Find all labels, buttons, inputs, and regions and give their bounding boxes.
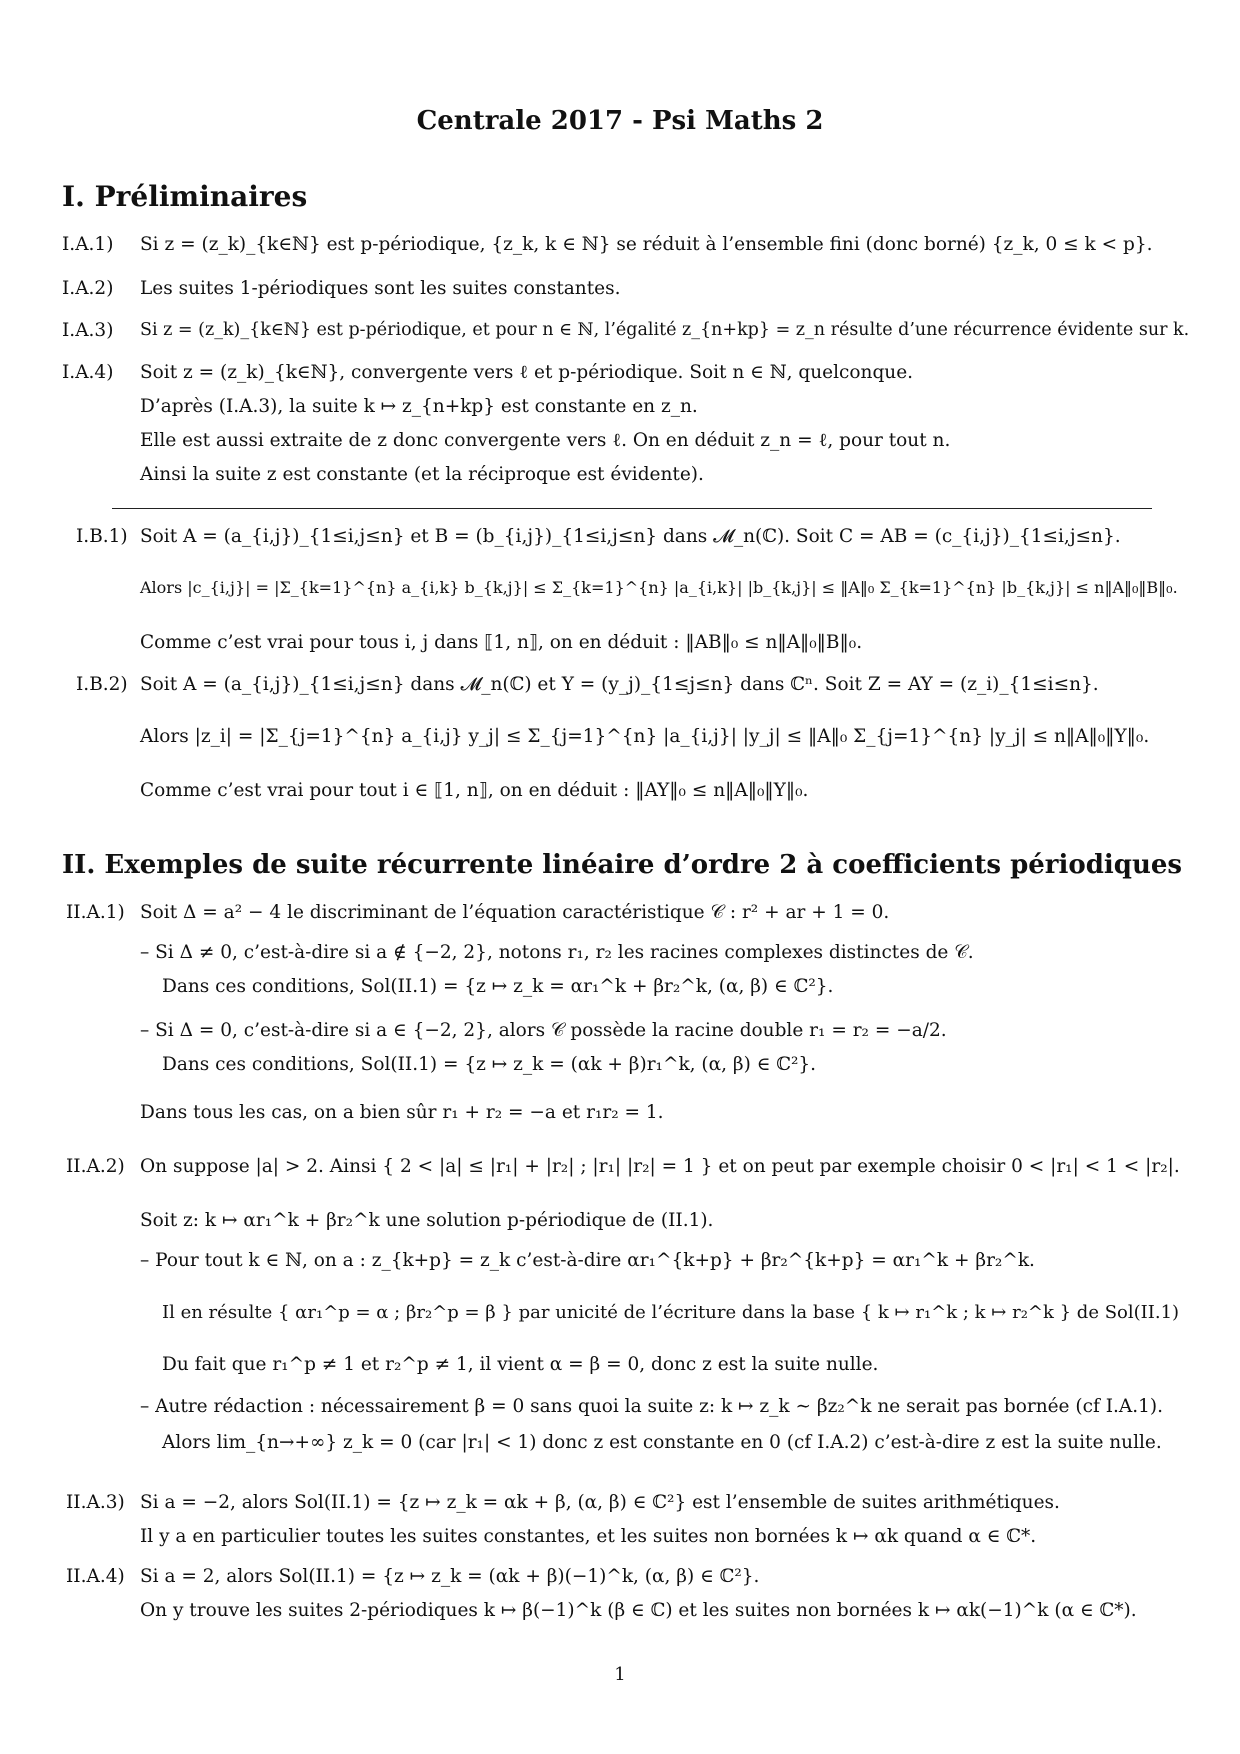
item-label: II.A.3) — [66, 1492, 125, 1513]
formula-line: Alors |c_{i,j}| = |Σ_{k=1}^{n} a_{i,k} b_{k,j}| ≤ Σ_{k=1}^{n} |a_{i,k}| |b_{k,j}| ≤ ‖A‖₀ Σ_{k=1}^{n} |b_{k,j}| ≤ n‖A‖₀‖B‖₀. — [140, 578, 1178, 597]
text-line: Dans tous les cas, on a bien sûr r₁ + r₂ = −a et r₁r₂ = 1. — [140, 1102, 664, 1123]
text-line: Du fait que r₁^p ≠ 1 et r₂^p ≠ 1, il vient α = β = 0, donc z est la suite nulle. — [162, 1354, 879, 1375]
formula-line: Il en résulte { αr₁^p = α ; βr₂^p = β } par unicité de l’écriture dans la base { k ↦ r₁^k ; k ↦ r₂^k } de Sol(II.1) — [162, 1302, 1180, 1323]
formula-line: Alors lim_{n→+∞} z_k = 0 (car |r₁| < 1) donc z est constante en 0 (cf I.A.2) c’est-à-dire z est la suite nulle. — [162, 1432, 1162, 1453]
text-line: Si a = −2, alors Sol(II.1) = {z ↦ z_k = αk + β, (α, β) ∈ ℂ²} est l’ensemble de suites arithmétiques. — [140, 1492, 1060, 1513]
text-line: Si z = (z_k)_{k∈ℕ} est p-périodique, et pour n ∈ ℕ, l’égalité z_{n+kp} = z_n résulte d’une récurrence évidente sur k. — [140, 320, 1190, 340]
text-line: Soit A = (a_{i,j})_{1≤i,j≤n} et B = (b_{i,j})_{1≤i,j≤n} dans 𝓜_n(ℂ). Soit C = AB = (c_{i,j})_{1≤i,j≤n}. — [140, 526, 1121, 547]
text-line: Comme c’est vrai pour tout i ∈ ⟦1, n⟧, on en déduit : ‖AY‖₀ ≤ n‖A‖₀‖Y‖₀. — [140, 780, 809, 801]
text-line: Soit z = (z_k)_{k∈ℕ}, convergente vers ℓ et p-périodique. Soit n ∈ ℕ, quelconque. — [140, 362, 914, 383]
text-line: – Si Δ = 0, c’est-à-dire si a ∈ {−2, 2}, alors 𝒞 possède la racine double r₁ = r₂ = −a/2. — [140, 1020, 947, 1041]
item-label: I.A.3) — [62, 320, 114, 341]
section-heading-exemples: II. Exemples de suite récurrente linéaire d’ordre 2 à coefficients périodiques — [62, 850, 1183, 880]
formula-line: – Pour tout k ∈ ℕ, on a : z_{k+p} = z_k c’est-à-dire αr₁^{k+p} + βr₂^{k+p} = αr₁^k + βr₂^k. — [140, 1250, 1035, 1271]
page-title: Centrale 2017 - Psi Maths 2 — [416, 106, 824, 136]
text-line: On y trouve les suites 2-périodiques k ↦ β(−1)^k (β ∈ ℂ) et les suites non bornées k ↦ αk(−1)^k (α ∈ ℂ*). — [140, 1600, 1137, 1621]
text-line: Soit Δ = a² − 4 le discriminant de l’équation caractéristique 𝒞 : r² + ar + 1 = 0. — [140, 902, 890, 923]
text-line: Si z = (z_k)_{k∈ℕ} est p-périodique, {z_k, k ∈ ℕ} se réduit à l’ensemble fini (donc borné) {z_k, 0 ≤ k < p}. — [140, 234, 1153, 255]
item-label: II.A.2) — [66, 1156, 125, 1177]
formula-line: Alors |z_i| = |Σ_{j=1}^{n} a_{i,j} y_j| ≤ Σ_{j=1}^{n} |a_{i,j}| |y_j| ≤ ‖A‖₀ Σ_{j=1}^{n} |y_j| ≤ n‖A‖₀‖Y‖₀. — [140, 726, 1150, 747]
text-line: Comme c’est vrai pour tous i, j dans ⟦1, n⟧, on en déduit : ‖AB‖₀ ≤ n‖A‖₀‖B‖₀. — [140, 632, 863, 653]
text-line: Il y a en particulier toutes les suites constantes, et les suites non bornées k ↦ αk quand α ∈ ℂ*. — [140, 1526, 1037, 1547]
text-line: D’après (I.A.3), la suite k ↦ z_{n+kp} est constante en z_n. — [140, 396, 698, 417]
text-line: Soit z: k ↦ αr₁^k + βr₂^k une solution p-périodique de (II.1). — [140, 1210, 714, 1231]
item-label: I.A.2) — [62, 278, 114, 299]
item-label: I.B.1) — [76, 526, 128, 547]
formula-line: Dans ces conditions, Sol(II.1) = {z ↦ z_k = (αk + β)r₁^k, (α, β) ∈ ℂ²}. — [162, 1054, 817, 1075]
text-line: – Autre rédaction : nécessairement β = 0 sans quoi la suite z: k ↦ z_k ∼ βz₂^k ne serait pas bornée (cf I.A.1). — [140, 1396, 1163, 1417]
text-line: Les suites 1-périodiques sont les suites constantes. — [140, 278, 621, 299]
text-line: Ainsi la suite z est constante (et la réciproque est évidente). — [140, 464, 704, 485]
page-number: 1 — [614, 1664, 626, 1685]
text-line: Soit A = (a_{i,j})_{1≤i,j≤n} dans 𝓜_n(ℂ) et Y = (y_j)_{1≤j≤n} dans ℂⁿ. Soit Z = AY = (z_i)_{1≤i≤n}. — [140, 674, 1099, 695]
text-line: Elle est aussi extraite de z donc convergente vers ℓ. On en déduit z_n = ℓ, pour tout n. — [140, 430, 951, 451]
formula-line: On suppose |a| > 2. Ainsi { 2 < |a| ≤ |r₁| + |r₂| ; |r₁| |r₂| = 1 } et on peut par exemple choisir 0 < |r₁| < 1 < |r₂|. — [140, 1156, 1180, 1177]
section-heading-preliminaires: I. Préliminaires — [62, 180, 308, 213]
formula-line: Dans ces conditions, Sol(II.1) = {z ↦ z_k = αr₁^k + βr₂^k, (α, β) ∈ ℂ²}. — [162, 976, 834, 997]
item-label: I.B.2) — [76, 674, 128, 695]
text-line: – Si Δ ≠ 0, c’est-à-dire si a ∉ {−2, 2}, notons r₁, r₂ les racines complexes distinctes de 𝒞. — [140, 942, 974, 963]
item-label: I.A.1) — [62, 234, 114, 255]
item-label: II.A.4) — [66, 1566, 125, 1587]
item-label: I.A.4) — [62, 362, 114, 383]
text-line: Si a = 2, alors Sol(II.1) = {z ↦ z_k = (αk + β)(−1)^k, (α, β) ∈ ℂ²}. — [140, 1566, 760, 1587]
horizontal-divider — [112, 508, 1152, 509]
item-label: II.A.1) — [66, 902, 125, 923]
